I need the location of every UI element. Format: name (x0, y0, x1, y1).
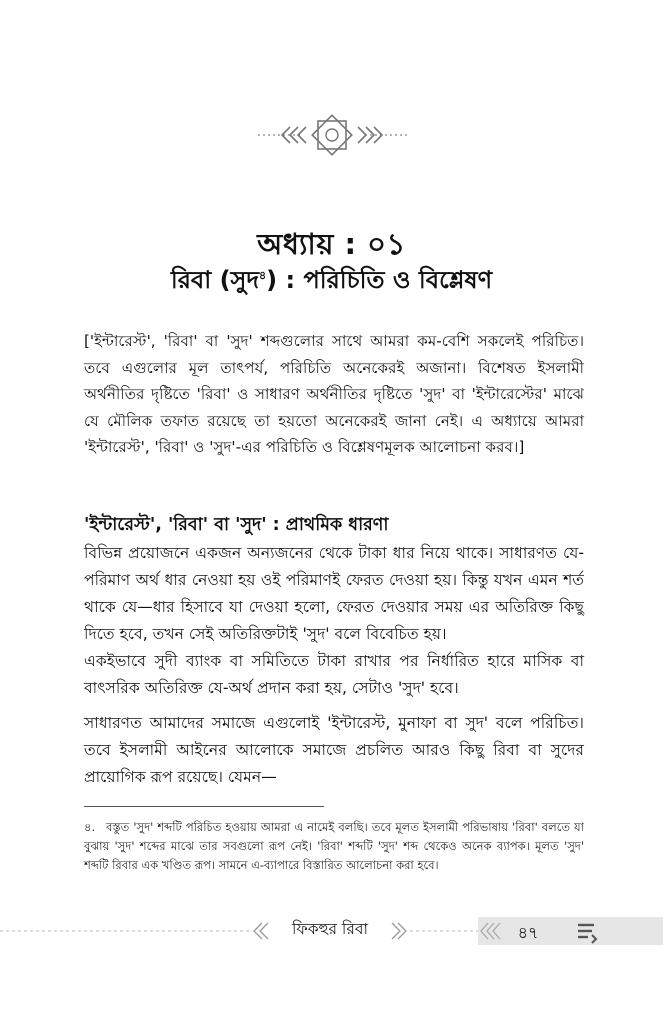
ornament-header-icon (0, 110, 663, 160)
body-paragraph: বিভিন্ন প্রয়োজনে একজন অন্যজনের থেকে টাকা ধার নিয়ে থাকে। সাধারণত যে-পরিমাণ অর্থ ধার নেওয়া হয় ওই পরিমাণই ফেরত দেওয়া হয়। কিন্তু যখন এমন শর্ত থাকে যে—ধার হিসাবে যা দেওয়া হলো, ফেরত দেওয়ার সময় এর অতিরিক্ত কিছু দিতে হবে, তখন সেই অতিরিক্তটাই 'সুদ' বলে বিবেচিত হয়। (84, 544, 584, 643)
menu-lines-icon (574, 918, 600, 944)
body-paragraph: সাধারণত আমাদের সমাজে এগুলোই 'ইন্টারেস্ট, মুনাফা বা সুদ' বলে পরিচিত। তবে ইসলামী আইনের আলোকে সমাজে প্রচলিত আরও কিছু রিবা বা সুদের প্রায়োগিক রূপ রয়েছে। যেমন— (84, 714, 584, 786)
page-number: ৪৭ (517, 923, 539, 942)
chapter-title (0, 262, 663, 302)
chapter-title-rest: ) : পরিচিতি ও বিশ্লেষণ (266, 266, 493, 294)
footnote-reference[interactable]: ৪ (259, 269, 267, 282)
section-heading: 'ইন্টারেস্ট', 'রিবা' বা 'সুদ' : প্রাথমিক ধারণা (84, 515, 389, 535)
chapter-title-main: রিবা (সুদ (170, 266, 260, 294)
book-title: ফিকহুর রিবা (291, 920, 369, 938)
footnote-divider (84, 806, 324, 807)
chapter-intro: ['ইন্টারেস্ট', 'রিবা' বা 'সুদ' শব্দগুলোর সাথে আমরা কম-বেশি সকলেই পরিচিত। তবে এগুলোর মূল তাৎপর্য, পরিচিতি অনেকেরই অজানা। বিশেষত ইসলামী অর্থনীতির দৃষ্টিতে 'রিবা' ও সাধারণ অর্থনীতির দৃষ্টিতে 'সুদ' বা 'ইন্টারেস্টের' মাঝে যে মৌলিক তফাত রয়েছে তা হয়তো অনেকেরই জানা নেই। এ অধ্যায়ে আমরা 'ইন্টারেস্ট', 'রিবা' ও 'সুদ'-এর পরিচিতি ও বিশ্লেষণমূলক আলোচনা করব।] (84, 332, 584, 456)
footnote-text: বস্তুত 'সুদ' শব্দটি পরিচিত হওয়ায় আমরা এ নামেই বলছি। তবে মূলত ইসলামী পরিভাষায় 'রিবা' বলতে যা বুঝায় 'সুদ' শব্দের মাঝে তার সবগুলো রূপ নেই। 'রিবা' শব্দটি 'সুদ' শব্দ থেকেও অনেক ব্যাপক। মূলত 'সুদ' শব্দটি রিবার এক খণ্ডিত রূপ। সামনে এ-ব্যাপারে বিস্তারিত আলোচনা করা হবে। (84, 820, 584, 872)
body-paragraph: একইভাবে সুদী ব্যাংক বা সমিতিতে টাকা রাখার পর নির্ধারিত হারে মাসিক বা বাৎসরিক অতিরিক্ত যে-অর্থ প্রদান করা হয়, সেটাও 'সুদ' হবে। (84, 652, 584, 697)
footnote-number: ৪. (84, 820, 96, 834)
chapter-number: অধ্যায় : ০১ (257, 227, 406, 261)
footnote (84, 818, 584, 875)
